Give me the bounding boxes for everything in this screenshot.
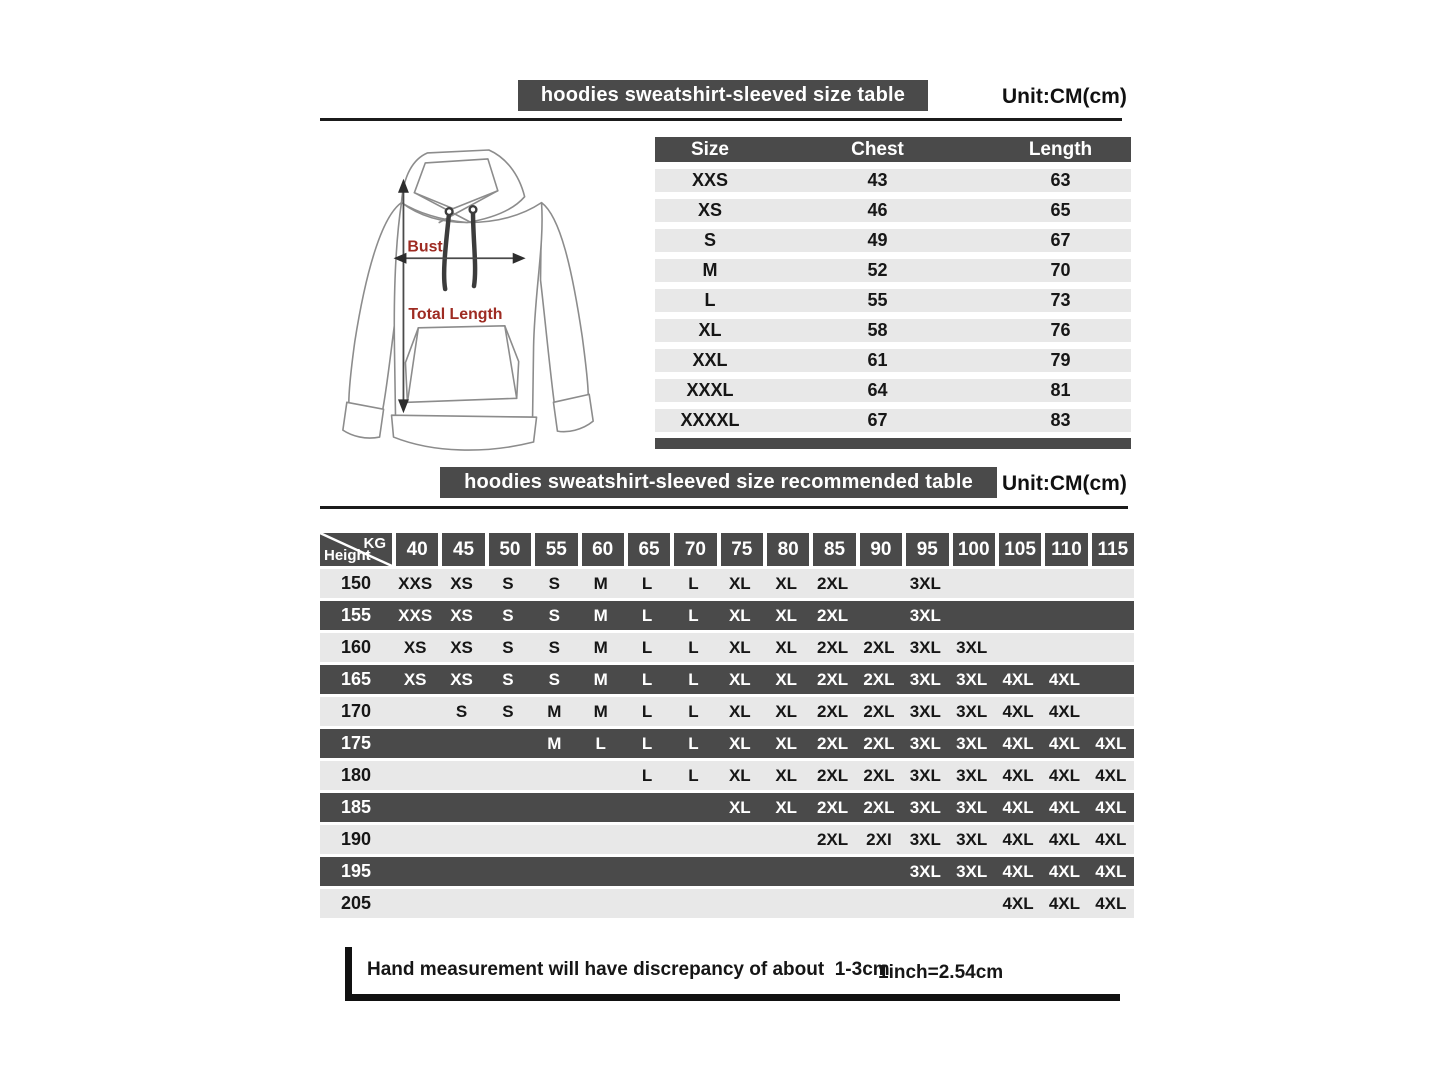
recommended-size-cell: 3XL: [956, 669, 988, 689]
length-cell: 65: [1050, 200, 1071, 220]
recommended-size-cell: XS: [403, 637, 427, 657]
recommended-size-cell: 3XL: [909, 701, 941, 721]
height-label-cell: 180: [340, 765, 372, 785]
recommended-size-cell: [995, 633, 1041, 662]
recommended-size-cell: XL: [775, 701, 798, 721]
length-cell: 70: [1050, 260, 1071, 280]
recommended-size-cell: 3XL: [909, 765, 941, 785]
height-label-cell: 165: [340, 669, 372, 689]
recommended-size-cell: 2XL: [863, 637, 895, 657]
recommended-size-cell: XL: [728, 765, 751, 785]
size-cell: M: [702, 260, 718, 280]
recommended-size-cell: XS: [403, 669, 427, 689]
size-table-row: [655, 289, 1131, 312]
rec-table-row: [320, 857, 1134, 886]
recommended-size-cell: 2XL: [863, 797, 895, 817]
recommended-size-cell: L: [688, 669, 699, 689]
recommended-size-cell: 2XI: [866, 829, 892, 849]
length-cell: 83: [1050, 410, 1071, 430]
recommended-size-cell: [717, 889, 763, 918]
recommended-size-cell: 4XL: [1048, 829, 1081, 849]
height-label-cell: 195: [340, 861, 372, 881]
recommended-size-cell: L: [688, 605, 699, 625]
recommended-size-cell: [902, 889, 948, 918]
recommended-size-cell: [1088, 601, 1134, 630]
recommended-size-cell: [1088, 633, 1134, 662]
recommended-size-cell: [485, 729, 531, 758]
footer-corner-horizontal-bar: [345, 994, 1120, 1001]
recommended-size-cell: XS: [450, 637, 473, 657]
size-table-footer-bar: [655, 438, 1131, 449]
size-table-header-size: Size: [690, 138, 730, 160]
total-length-label: Total Length: [408, 305, 503, 323]
divider-line-top: [320, 118, 1122, 121]
recommended-size-cell: XL: [728, 669, 751, 689]
inch-conversion-note: 1inch=2.54cm: [878, 962, 1004, 983]
recommended-size-cell: XS: [450, 605, 473, 625]
recommended-size-cell: S: [502, 573, 514, 593]
recommended-size-cell: [624, 889, 670, 918]
weight-header-cell: 80: [767, 533, 809, 566]
recommended-size-cell: L: [688, 765, 699, 785]
recommended-size-cell: [1041, 633, 1087, 662]
recommended-size-cell: [670, 889, 716, 918]
recommended-size-cell: [809, 857, 855, 886]
chest-cell: 67: [867, 410, 888, 430]
recommended-size-cell: XL: [728, 733, 751, 753]
recommended-size-cell: [856, 601, 902, 630]
recommended-size-cell: [438, 761, 484, 790]
recommended-size-cell: 2XL: [816, 797, 849, 817]
recommended-size-cell: 2XL: [816, 669, 849, 689]
recommended-size-cell: [949, 889, 995, 918]
size-cell: XS: [697, 200, 722, 220]
recommended-table-title: hoodies sweatshirt-sleeved size recommended table: [464, 471, 973, 493]
recommended-size-cell: 4XL: [1095, 765, 1127, 785]
recommended-size-cell: 2XL: [863, 701, 895, 721]
weight-header-cell: 105: [999, 533, 1041, 566]
recommended-size-cell: [856, 889, 902, 918]
recommended-size-cell: 2XL: [816, 605, 849, 625]
recommended-size-cell: 2XL: [816, 733, 849, 753]
recommended-size-cell: [763, 889, 809, 918]
recommended-size-cell: [438, 729, 484, 758]
size-table-header-length: Length: [1028, 138, 1093, 160]
corner-kg-label: KG: [363, 535, 386, 552]
length-cell: 73: [1050, 290, 1071, 310]
size-cell: XXS: [691, 170, 729, 190]
recommended-size-cell: [1041, 569, 1087, 598]
recommended-size-cell: XL: [775, 733, 798, 753]
recommended-size-cell: [670, 825, 716, 854]
weight-header-cell: 90: [860, 533, 902, 566]
bust-label: Bust: [407, 238, 443, 256]
recommended-size-cell: 3XL: [909, 669, 941, 689]
weight-header-cell: 115: [1092, 533, 1134, 566]
recommended-size-cell: 4XL: [1002, 669, 1034, 689]
length-cell: 79: [1050, 350, 1071, 370]
recommended-size-cell: [578, 825, 624, 854]
recommended-size-cell: 4XL: [1048, 701, 1081, 721]
recommended-size-cell: [578, 793, 624, 822]
recommended-size-cell: [438, 889, 484, 918]
recommended-size-cell: [717, 857, 763, 886]
recommended-size-cell: [1088, 697, 1134, 726]
recommended-size-cell: [578, 761, 624, 790]
recommended-size-cell: [485, 761, 531, 790]
recommended-size-cell: L: [641, 765, 653, 785]
hoodie-diagram: [322, 132, 620, 462]
weight-header-cell: 100: [953, 533, 995, 566]
footer-corner-vertical-bar: [345, 947, 352, 1001]
recommended-size-cell: XL: [728, 637, 751, 657]
recommended-size-cell: [485, 889, 531, 918]
corner-height-label: Height: [324, 547, 371, 564]
size-cell: S: [703, 230, 716, 250]
recommended-size-cell: L: [688, 701, 699, 721]
size-cell: XXL: [692, 350, 728, 370]
recommended-size-cell: 4XL: [1002, 829, 1034, 849]
rec-table-row: [320, 825, 1134, 854]
height-label-cell: 160: [340, 637, 372, 657]
chest-cell: 64: [867, 380, 888, 400]
size-table-row: [655, 409, 1131, 432]
recommended-size-cell: 3XL: [956, 637, 988, 657]
length-cell: 63: [1050, 170, 1071, 190]
recommended-size-cell: 4XL: [1002, 861, 1034, 881]
recommended-size-cell: [949, 601, 995, 630]
recommended-size-cell: [856, 569, 902, 598]
recommended-size-cell: 4XL: [1048, 765, 1081, 785]
recommended-size-cell: S: [548, 637, 560, 657]
recommended-size-cell: [763, 857, 809, 886]
recommended-size-cell: [578, 857, 624, 886]
recommended-size-cell: [392, 793, 438, 822]
recommended-size-cell: 2XL: [816, 701, 849, 721]
recommended-size-cell: [624, 793, 670, 822]
size-table-body: [655, 169, 1131, 432]
rec-table-row: [320, 601, 1134, 630]
rec-table-row: [320, 729, 1134, 758]
weight-header-cell: 60: [582, 533, 624, 566]
recommended-size-cell: M: [593, 637, 608, 657]
size-table: [655, 137, 1131, 449]
recommended-size-cell: 2XL: [816, 765, 849, 785]
recommended-size-cell: XL: [775, 637, 798, 657]
recommended-size-cell: XL: [775, 765, 798, 785]
recommended-size-cell: L: [595, 733, 606, 753]
rec-table-row: [320, 569, 1134, 598]
recommended-size-cell: XXS: [398, 605, 433, 625]
rec-table-row: [320, 665, 1134, 694]
weight-header-cell: 50: [489, 533, 531, 566]
recommended-size-cell: [438, 857, 484, 886]
unit-label-1: Unit:CM(cm): [1002, 85, 1127, 108]
recommended-size-cell: S: [502, 669, 514, 689]
size-table-title: hoodies sweatshirt-sleeved size table: [540, 84, 906, 106]
recommended-size-cell: 3XL: [956, 765, 988, 785]
recommended-size-cell: 3XL: [956, 701, 988, 721]
size-table-row: [655, 259, 1131, 282]
recommended-size-cell: 3XL: [909, 797, 941, 817]
size-table-header-chest: Chest: [851, 138, 904, 160]
recommended-size-cell: [531, 825, 577, 854]
recommended-size-cell: XXS: [398, 573, 433, 593]
recommended-size-cell: 4XL: [1002, 733, 1034, 753]
chest-cell: 52: [867, 260, 888, 280]
recommended-size-cell: [809, 889, 855, 918]
recommended-size-cell: 3XL: [909, 637, 941, 657]
recommended-size-cell: XL: [775, 573, 798, 593]
recommended-size-cell: [624, 825, 670, 854]
recommended-size-cell: [531, 889, 577, 918]
recommended-size-cell: [438, 825, 484, 854]
recommended-size-cell: 4XL: [1048, 669, 1081, 689]
rec-table-body: [320, 569, 1134, 918]
recommended-size-cell: S: [548, 573, 560, 593]
recommended-size-cell: 4XL: [1095, 733, 1127, 753]
weight-header-cell: 55: [535, 533, 577, 566]
recommended-size-cell: 4XL: [1002, 765, 1034, 785]
recommended-size-cell: 4XL: [1048, 861, 1081, 881]
recommended-size-cell: S: [502, 605, 514, 625]
recommended-size-cell: L: [641, 733, 653, 753]
size-table-row: [655, 349, 1131, 372]
recommended-size-cell: [578, 889, 624, 918]
recommended-size-cell: [1041, 601, 1087, 630]
recommended-size-cell: XL: [728, 797, 751, 817]
size-table-row: [655, 169, 1131, 192]
recommended-size-cell: 3XL: [909, 605, 941, 625]
size-table-row: [655, 319, 1131, 342]
recommended-size-cell: 4XL: [1002, 701, 1034, 721]
weight-header-cell: 45: [442, 533, 484, 566]
recommended-size-cell: [763, 825, 809, 854]
hoodie-outline: [343, 150, 593, 450]
recommended-size-cell: [485, 857, 531, 886]
size-table-header: [655, 137, 1131, 162]
recommended-size-cell: 4XL: [1095, 861, 1127, 881]
weight-header-cell: 65: [628, 533, 670, 566]
size-table-title-bar: [518, 80, 928, 111]
recommended-size-cell: S: [502, 701, 514, 721]
recommended-size-cell: 4XL: [1002, 893, 1034, 913]
height-label-cell: 190: [340, 829, 372, 849]
recommended-size-cell: XL: [775, 669, 798, 689]
recommended-size-cell: M: [593, 605, 608, 625]
recommended-size-cell: [531, 793, 577, 822]
drawstring-eyelet-right: [470, 206, 477, 213]
recommended-size-cell: M: [593, 573, 608, 593]
recommended-size-cell: 2XL: [863, 669, 895, 689]
size-cell: XXXL: [686, 380, 734, 400]
rec-table-row: [320, 889, 1134, 918]
recommended-size-cell: L: [641, 605, 653, 625]
recommended-size-cell: [670, 857, 716, 886]
size-cell: XL: [698, 320, 722, 340]
recommended-size-cell: M: [547, 701, 562, 721]
recommended-size-cell: [995, 601, 1041, 630]
rec-table-row: [320, 633, 1134, 662]
recommended-size-cell: [485, 793, 531, 822]
recommended-size-cell: [531, 857, 577, 886]
recommended-size-cell: [485, 825, 531, 854]
weight-header-cell: 110: [1045, 533, 1087, 566]
recommended-size-cell: 4XL: [1002, 797, 1034, 817]
height-label-cell: 185: [340, 797, 372, 817]
recommended-size-cell: [392, 825, 438, 854]
recommended-size-cell: [1088, 665, 1134, 694]
recommended-size-cell: [624, 857, 670, 886]
recommended-size-cell: XL: [775, 605, 798, 625]
size-table-row: [655, 379, 1131, 402]
divider-line-middle: [320, 506, 1128, 509]
recommended-size-cell: 3XL: [956, 861, 988, 881]
recommended-size-cell: M: [593, 669, 608, 689]
length-cell: 67: [1050, 230, 1071, 250]
size-table-row: [655, 229, 1131, 252]
recommended-size-cell: S: [548, 669, 560, 689]
size-cell: L: [704, 290, 716, 310]
recommended-table-title-bar: [440, 467, 997, 498]
height-label-cell: 175: [340, 733, 372, 753]
recommended-size-cell: 4XL: [1095, 893, 1127, 913]
recommended-size-cell: S: [455, 701, 468, 721]
recommended-size-cell: [392, 761, 438, 790]
recommended-size-cell: M: [547, 733, 562, 753]
recommended-size-cell: 2XL: [863, 733, 895, 753]
chest-cell: 43: [867, 170, 888, 190]
recommended-size-cell: L: [688, 637, 699, 657]
recommended-size-cell: 3XL: [909, 733, 941, 753]
height-label-cell: 150: [340, 573, 372, 593]
recommended-size-cell: S: [548, 605, 560, 625]
recommended-size-cell: [392, 729, 438, 758]
rec-table-row: [320, 793, 1134, 822]
chest-cell: 46: [867, 200, 888, 220]
recommended-size-cell: [995, 569, 1041, 598]
recommended-size-cell: XL: [728, 573, 751, 593]
rec-table-row: [320, 697, 1134, 726]
weight-header-cell: 75: [721, 533, 763, 566]
measurement-note: Hand measurement will have discrepancy of about 1-3cm: [367, 959, 890, 980]
recommended-size-cell: 3XL: [909, 829, 941, 849]
recommended-size-cell: [670, 793, 716, 822]
rec-table-row: [320, 761, 1134, 790]
size-table-row: [655, 199, 1131, 222]
recommended-size-cell: 2XL: [816, 573, 849, 593]
recommended-size-cell: 4XL: [1048, 893, 1081, 913]
drawstring-eyelet-left: [446, 208, 453, 215]
unit-label-2: Unit:CM(cm): [1002, 472, 1127, 495]
recommended-table: [320, 533, 1134, 918]
recommended-size-cell: 4XL: [1095, 829, 1127, 849]
recommended-size-cell: L: [641, 701, 653, 721]
recommended-size-cell: L: [688, 573, 699, 593]
recommended-size-cell: L: [688, 733, 699, 753]
recommended-size-cell: 4XL: [1048, 733, 1081, 753]
recommended-size-cell: XL: [728, 701, 751, 721]
recommended-size-cell: 4XL: [1095, 797, 1127, 817]
recommended-size-cell: L: [641, 637, 653, 657]
rec-table-corner: [320, 533, 392, 566]
recommended-size-cell: [438, 793, 484, 822]
recommended-size-cell: 2XL: [863, 765, 895, 785]
recommended-size-cell: 3XL: [956, 829, 988, 849]
recommended-size-cell: [949, 569, 995, 598]
length-cell: 76: [1050, 320, 1071, 340]
recommended-size-cell: [392, 889, 438, 918]
weight-header-cell: 85: [813, 533, 855, 566]
chest-cell: 55: [867, 290, 888, 310]
recommended-size-cell: XL: [728, 605, 751, 625]
recommended-size-cell: [717, 825, 763, 854]
recommended-size-cell: XS: [450, 573, 473, 593]
recommended-size-cell: 3XL: [956, 797, 988, 817]
recommended-size-cell: [1088, 569, 1134, 598]
recommended-size-cell: S: [502, 637, 514, 657]
recommended-size-cell: M: [593, 701, 608, 721]
chest-cell: 58: [867, 320, 888, 340]
recommended-size-cell: XS: [450, 669, 473, 689]
weight-header-cell: 70: [674, 533, 716, 566]
size-cell: XXXXL: [680, 410, 740, 430]
recommended-size-cell: [531, 761, 577, 790]
weight-header-cell: 40: [396, 533, 438, 566]
recommended-size-cell: 3XL: [909, 861, 941, 881]
recommended-size-cell: 4XL: [1048, 797, 1081, 817]
recommended-size-cell: L: [641, 669, 653, 689]
recommended-size-cell: 3XL: [909, 573, 941, 593]
height-label-cell: 170: [340, 701, 372, 721]
recommended-size-cell: XL: [775, 797, 798, 817]
recommended-size-cell: L: [641, 573, 653, 593]
rec-table-header: [320, 533, 1134, 566]
weight-header-cell: 95: [906, 533, 948, 566]
length-cell: 81: [1050, 380, 1071, 400]
recommended-size-cell: [392, 697, 438, 726]
height-label-cell: 155: [340, 605, 372, 625]
height-label-cell: 205: [340, 893, 372, 913]
recommended-size-cell: [856, 857, 902, 886]
recommended-size-cell: 2XL: [816, 637, 849, 657]
chest-cell: 49: [867, 230, 888, 250]
recommended-size-cell: 3XL: [956, 733, 988, 753]
recommended-size-cell: 2XL: [816, 829, 849, 849]
recommended-size-cell: [392, 857, 438, 886]
chest-cell: 61: [867, 350, 888, 370]
